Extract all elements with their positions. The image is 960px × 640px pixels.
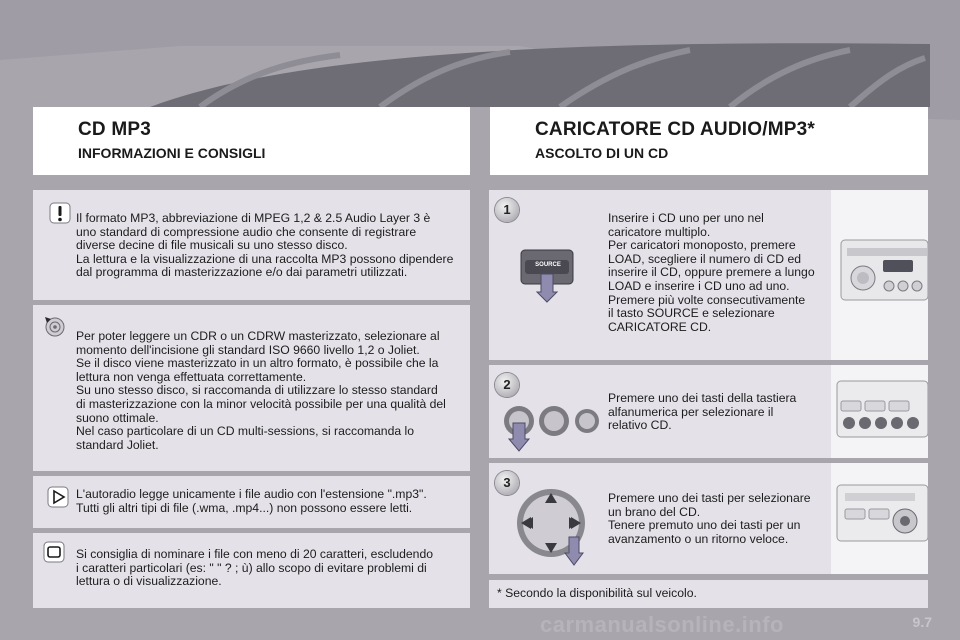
exclamation-icon: [49, 202, 71, 224]
footnote-panel: [489, 580, 928, 608]
step-number-2: 2: [495, 373, 519, 397]
step-panel-2: [489, 365, 928, 458]
left-title: CD MP3: [78, 119, 151, 140]
step-text: Premere uno dei tasti per selezionare un brano del CD. Tenere premuto uno dei tasti per un avanzamento o un ritorno veloce.: [608, 491, 811, 546]
page-number: 9.7: [912, 614, 932, 630]
numeric-keys-illustration: [499, 401, 599, 455]
info-panel-file-extension: [33, 476, 470, 528]
footnote-text: * Secondo la disponibilità sul veicolo.: [497, 586, 697, 600]
direction-pad-illustration: [513, 485, 593, 569]
play-icon: [47, 486, 69, 508]
panel-text: Il formato MP3, abbreviazione di MPEG 1,2 & 2.5 Audio Layer 3 è uno standard di compressione audio che consente di registrare diverse decine di file musicali su uno stesso disco. La lettura e la visualizzazione di una raccolta MP3 possono dipendere dal programma di masterizzazione e/o dai parametri utilizzati.: [76, 211, 454, 280]
panel-text: L'autoradio legge unicamente i file audio con l'estensione ".mp3". Tutti gli altri tipi di file (.wma, .mp4...) non possono essere letti.: [76, 487, 427, 515]
step-number-1: 1: [495, 198, 519, 222]
step-number-3: 3: [495, 471, 519, 495]
step-text: Premere uno dei tasti della tastiera alfanumerica per selezionare il relativo CD.: [608, 391, 797, 433]
step-text: Inserire i CD uno per uno nel caricatore multiplo. Per caricatori monoposto, premere LOAD, scegliere il numero di CD ed inserire il CD, oppure premere a lungo LOAD e inserire i CD uno ad uno. Premere più volte consecutivamente il tasto SOURCE e selezionare CARICATORE CD.: [608, 211, 815, 334]
source-button-label: SOURCE: [535, 262, 561, 268]
right-subtitle: ASCOLTO DI UN CD: [535, 145, 669, 161]
left-header: [33, 107, 470, 175]
step-panel-1: [489, 190, 928, 360]
info-panel-mp3-format: [33, 190, 470, 300]
right-header: [490, 107, 928, 175]
radio-unit-illustration: [831, 190, 928, 360]
info-panel-file-naming: [33, 533, 470, 608]
step-panel-3: [489, 463, 928, 574]
left-subtitle: INFORMAZIONI E CONSIGLI: [78, 145, 266, 161]
panel-text: Si consiglia di nominare i file con meno di 20 caratteri, escludendo i caratteri particolari (es: " " ? ; ù) allo scopo di evitare problemi di lettura o di visualizzazione.: [76, 547, 434, 589]
watermark-text: carmanualsonline.info: [540, 612, 784, 637]
disc-icon: [43, 315, 65, 337]
radio-controls-illustration: [831, 463, 928, 574]
source-button-illustration: [519, 248, 579, 304]
panel-text: Per poter leggere un CDR o un CDRW masterizzato, selezionare al momento dell'incisione gli standard ISO 9660 livello 1,2 o Joliet. Se il disco viene masterizzato in un altro formato, è possibile che la lettura non venga effettuata correttamente. Su uno stesso disco, si raccomanda di utilizzare lo stesso standard di masterizzazione con la minor velocità possibile per una qualità del suono ottimale. Nel caso particolare di un CD multi-sessions, si raccomanda lo standard Joliet.: [76, 329, 446, 452]
right-title: CARICATORE CD AUDIO/MP3*: [535, 119, 815, 140]
rounded-square-icon: [43, 541, 65, 563]
radio-keypad-illustration: [831, 365, 928, 458]
info-panel-cdr-standard: [33, 305, 470, 471]
